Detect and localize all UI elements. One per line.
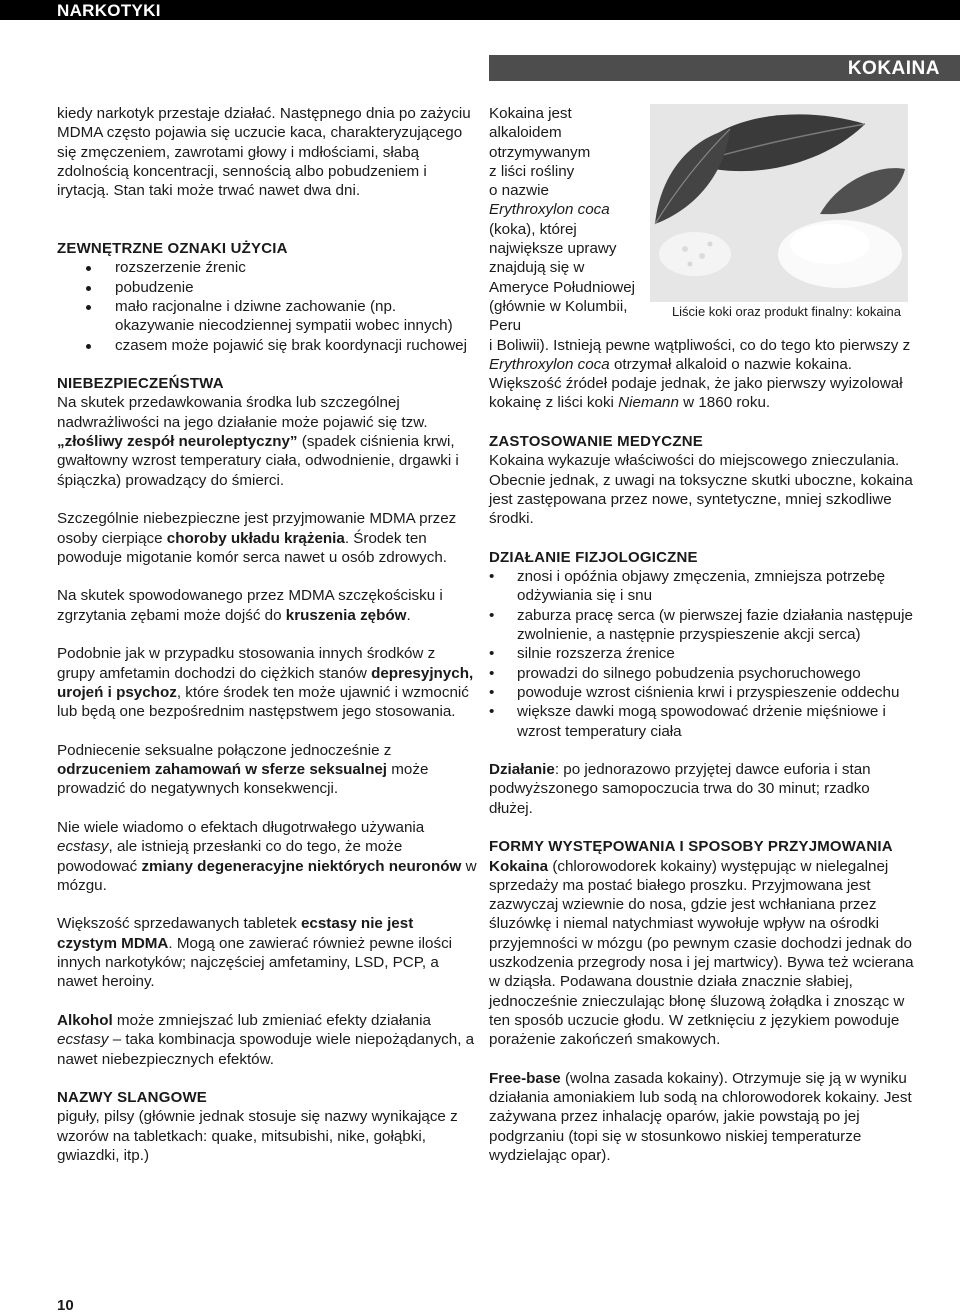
sexual-paragraph: Podniecenie seksualne połączone jednocześnie z odrzuceniem zahamowań w sferze seksualnej może prowadzić do negatywnych konsekwencji. [57, 741, 429, 798]
action-paragraph: Działanie: po jednorazowo przyjętej dawce euforia i stan podwyższonego samopoczucia trwa do 30 minut; rzadko dłużej. [489, 761, 871, 817]
page-number: 10 [57, 1297, 74, 1314]
list-item: • powoduje wzrost ciśnienia krwi i przyspieszenie oddechu [489, 683, 914, 702]
signs-heading: ZEWNĘTRZNE OZNAKI UŻYCIA [57, 240, 288, 258]
intro-paragraph: kiedy narkotyk przestaje działać. Następnego dnia po zażyciu MDMA często pojawia się uczucie kaca, charakteryzującego się zmęczeniem, zawrotami głowy i mdłościami, słabą zdolnością koncentracji, sennością albo pobudzeniem i irytacją. Stan taki może trwać nawet dwa dni. [57, 105, 471, 200]
medical-heading: ZASTOSOWANIE MEDYCZNE [489, 433, 703, 451]
purity-paragraph: Większość sprzedawanych tabletek ecstasy nie jest czystym MDMA. Mogą one zawierać również pewne ilości innych narkotyków; najczęściej amfetaminy, LSD, PCP, a nawet heroiny. [57, 915, 453, 991]
medical-paragraph: Kokaina wykazuje właściwości do miejscowego znieczulania. Obecnie jednak, z uwagi na toksyczne skutki uboczne, kokaina jest zastępowana przez nowe, syntetyczne, mniej szkodliwe środki. [489, 452, 913, 528]
list-item: rozszerzenie źrenic [57, 258, 477, 277]
forms-paragraph: Kokaina (chlorowodorek kokainy) występując w nielegalnej sprzedaży ma postać białego proszku. Przyjmowana jest zazwyczaj wziewnie do nosa, gdzie jest wchłaniana przez śluzówkę i niemal natychmiast wywołuje wpływ na ośrodki przyjemności w mózgu (po pewnym czasie dochodzi jednak do uszkodzenia przegrody nosa i jej martwicy). Bywa też wcierana w dziąsła. Podawana doustnie działa znacznie słabiej, jednocześnie znieczulając błonę śluzową żołądka i znosząc w ten sposób uczucie głodu. W zetknięciu z językiem powoduje porażenie zakończeń smakowych. [489, 857, 914, 1049]
list-item: • zaburza pracę serca (w pierwszej fazie działania następuje zwolnienie, a następnie przyspieszenie akcji serca) [489, 606, 914, 645]
teeth-paragraph: Na skutek spowodowanego przez MDMA szczękościsku i zgrzytania zębami może dojść do kruszenia zębów. [57, 587, 443, 624]
physio-list [489, 567, 914, 741]
photo-caption: Liście koki oraz produkt finalny: kokaina [671, 304, 901, 319]
signs-list [57, 258, 477, 354]
freebase-paragraph: Free-base (wolna zasada kokainy). Otrzymuje się ją w wyniku działania amoniakiem lub sodą na chlorowodorek kokainy. Jest zażywana przez inhalację oparów, jakie powstają po jej podgrzaniu (topi się w stosunkowo niskiej temperaturze wydzielając opar). [489, 1069, 912, 1165]
left-column [57, 104, 477, 1165]
section-title: KOKAINA [847, 58, 940, 79]
cardio-paragraph: Szczególnie niebezpieczne jest przyjmowanie MDMA przez osoby cierpiące choroby układu krążenia. Środek ten powoduje migotanie komór serca nawet u osób zdrowych. [57, 510, 457, 566]
list-item: pobudzenie [57, 278, 477, 297]
list-item: • większe dawki mogą spowodować drżenie mięśniowe i wzrost temperatury ciała [489, 702, 914, 741]
running-header [0, 0, 960, 20]
section-banner [489, 55, 960, 81]
longterm-paragraph: Nie wiele wiadomo o efektach długotrwałego używania ecstasy, ale istnieją przesłanki co do tego, że może powodować zmiany degeneracyjne niektórych neuronów w mózgu. [57, 818, 477, 894]
list-item: mało racjonalne i dziwne zachowanie (np. okazywanie niecodziennej sympatii wobec innych) [57, 297, 477, 336]
running-header-title: NARKOTYKI [57, 1, 161, 20]
psychosis-paragraph: Podobnie jak w przypadku stosowania innych środków z grupy amfetamin dochodzi do ciężkich stanów depresyjnych, urojeń i psychoz, które środek ten może ujawnić i wzmocnić lub będą one bezpośrednim następstwem jego stosowania. [57, 645, 474, 721]
list-item: • silnie rozszerza źrenice [489, 644, 914, 663]
cocaine-intro-continued: i Boliwii). Istnieją pewne wątpliwości, co do tego kto pierwszy z Erythroxylon coca otrzymał alkaloid o nazwie kokaina. Większość źródeł podaje jednak, że jako pierwszy wyizolował kokainę z liści koki Niemann w 1860 roku. [489, 336, 911, 412]
slang-paragraph: piguły, pilsy (głównie jednak stosuje się nazwy wynikające z wzorów na tabletkach: quake, mitsubishi, nike, gołąbki, gwiazdki, itp.) [57, 1108, 458, 1165]
dangers-heading: NIEBEZPIECZEŃSTWA [57, 375, 224, 393]
forms-heading: FORMY WYSTĘPOWANIA I SPOSOBY PRZYJMOWANIA [489, 838, 893, 856]
physio-heading: DZIAŁANIE FIZJOLOGICZNE [489, 548, 698, 566]
list-item: czasem może pojawić się brak koordynacji ruchowej [57, 336, 477, 355]
slang-heading: NAZWY SLANGOWE [57, 1089, 208, 1107]
list-item: • prowadzi do silnego pobudzenia psychoruchowego [489, 664, 914, 683]
dangers-paragraph: Na skutek przedawkowania środka lub szczególnej nadwrażliwości na jego działanie może pojawić się tzw. „złośliwy zespół neuroleptyczny” (spadek ciśnienia krwi, gwałtowny wzrost temperatury ciała, odwodnienie, drgawki i śpiączka) prowadzący do śmierci. [57, 394, 459, 489]
cocaine-intro-wrapped: Kokaina jest alkaloidem otrzymywanym z liści rośliny o nazwie Erythroxylon coca (koka), której największe uprawy znajdują się w Ameryce Południowej (głównie w Kolumbii, Peru [489, 105, 636, 335]
alcohol-paragraph: Alkohol może zmniejszać lub zmieniać efekty działania ecstasy – taka kombinacja spowoduje wiele niepożądanych, a nawet niebezpiecznych efektów. [57, 1011, 475, 1068]
list-item: • znosi i opóźnia objawy zmęczenia, zmniejsza potrzebę odżywiania się i snu [489, 567, 914, 606]
right-column [489, 104, 914, 1165]
